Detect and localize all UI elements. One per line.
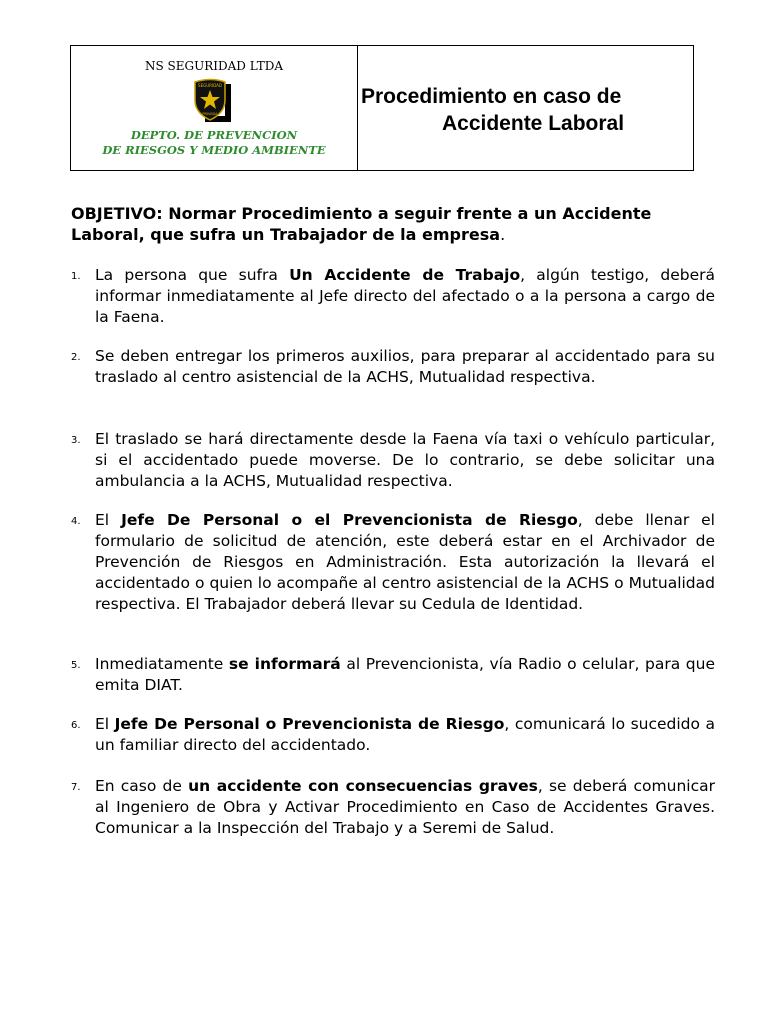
item-text: Inmediatamente se informará al Prevencionista, vía Radio o celular, para que emita DIAT. bbox=[95, 655, 715, 694]
document-title bbox=[358, 83, 693, 137]
list-item bbox=[71, 714, 717, 756]
item-number: 1. bbox=[71, 271, 81, 282]
department-name bbox=[71, 128, 357, 158]
title-line-1: Procedimiento en caso de bbox=[361, 85, 622, 108]
header-logo-cell bbox=[71, 46, 358, 170]
item-number: 2. bbox=[71, 352, 81, 363]
header-title-cell bbox=[358, 46, 693, 170]
list-item bbox=[71, 654, 717, 696]
list-item bbox=[71, 776, 717, 839]
logo-text: SEGURIDAD bbox=[198, 83, 222, 88]
objective-text: OBJETIVO: Normar Procedimiento a seguir frente a un Accidente Laboral, que sufra un Trabajador de la empresa bbox=[71, 204, 652, 244]
department-line-2: DE RIESGOS Y MEDIO AMBIENTE bbox=[102, 143, 326, 157]
department-line-1: DEPTO. DE PREVENCION bbox=[130, 128, 298, 142]
item-number: 7. bbox=[71, 782, 81, 793]
objective-end: . bbox=[500, 225, 506, 244]
item-text: El Jefe De Personal o Prevencionista de Riesgo, comunicará lo sucedido a un familiar directo del accidentado. bbox=[95, 715, 716, 754]
item-number: 5. bbox=[71, 660, 81, 671]
list-item bbox=[71, 429, 717, 492]
item-number: 4. bbox=[71, 516, 81, 527]
security-badge-logo bbox=[191, 78, 235, 126]
objective-paragraph bbox=[71, 203, 717, 245]
list-item bbox=[71, 346, 717, 388]
logo-small-text: PRIVADA bbox=[202, 112, 218, 116]
item-number: 6. bbox=[71, 720, 81, 731]
header-table bbox=[70, 45, 694, 171]
item-text: En caso de un accidente con consecuencias graves, se deberá comunicar al Ingeniero de Obra y Activar Procedimiento en Caso de Accidentes Graves. Comunicar a la Inspección del Trabajo y a Seremi de Salud. bbox=[95, 777, 715, 837]
company-name: NS SEGURIDAD LTDA bbox=[145, 59, 283, 73]
item-text: Se deben entregar los primeros auxilios, para preparar al accidentado para su traslado al centro asistencial de la ACHS, Mutualidad respectiva. bbox=[95, 347, 715, 386]
item-text: El traslado se hará directamente desde la Faena vía taxi o vehículo particular, si el accidentado puede moverse. De lo contrario, se debe solicitar una ambulancia a la ACHS, Mutualidad respectiva. bbox=[95, 430, 715, 490]
list-item bbox=[71, 265, 717, 328]
item-text: El Jefe De Personal o el Prevencionista de Riesgo, debe llenar el formulario de solicitud de atención, este deberá estar en el Archivador de Prevención de Riesgos en Administración. Esta autorización la llevará el accidentado o quien lo acompañe al centro asistencial de la ACHS o Mutualidad respectiva. El Trabajador deberá llevar su Cedula de Identidad. bbox=[95, 511, 715, 613]
title-line-2: Accidente Laboral bbox=[442, 112, 625, 135]
item-text: La persona que sufra Un Accidente de Trabajo, algún testigo, deberá informar inmediatamente al Jefe directo del afectado o a la persona a cargo de la Faena. bbox=[95, 266, 715, 326]
list-item bbox=[71, 510, 717, 615]
item-number: 3. bbox=[71, 435, 81, 446]
